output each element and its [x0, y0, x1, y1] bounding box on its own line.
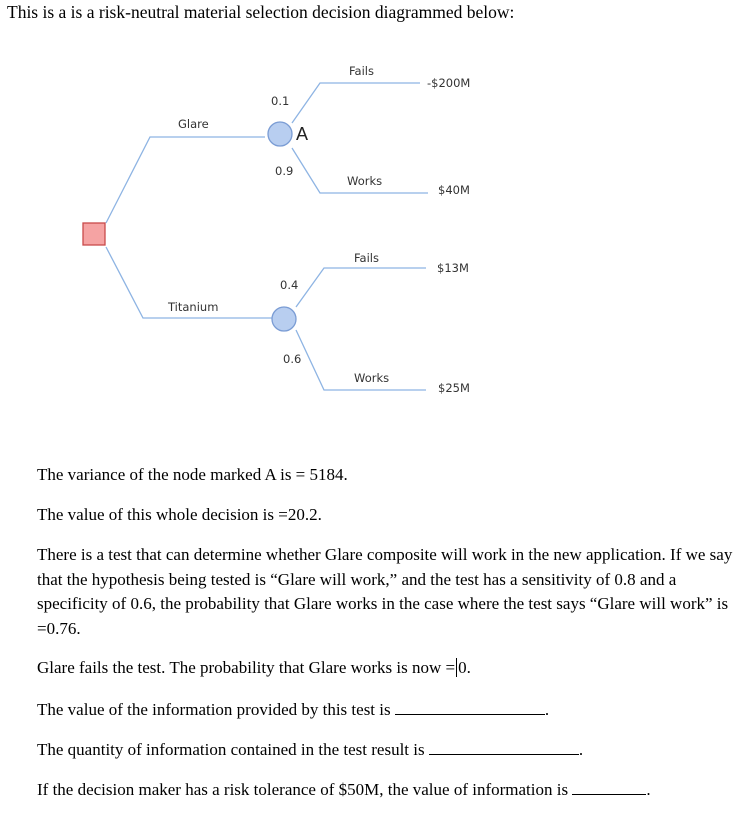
chance-node-titanium[interactable]: [272, 307, 296, 331]
chance-node-a[interactable]: [268, 122, 292, 146]
quantity-info-question: The quantity of information contained in the test result is: [37, 740, 425, 759]
glare-fails-value: -$200M: [427, 76, 471, 90]
decision-value-text: The value of this whole decision is =20.2.: [37, 505, 322, 524]
titanium-works-value: $25M: [438, 381, 470, 395]
value-info-question: The value of the information provided by this test is: [37, 700, 391, 719]
glare-fail-probability: 0.1: [271, 94, 290, 108]
decision-node[interactable]: [83, 223, 105, 245]
titanium-fail-probability: 0.4: [280, 278, 299, 292]
variance-text: The variance of the node marked A is = 5184.: [37, 465, 348, 484]
quantity-info-period: .: [578, 740, 584, 759]
titanium-works-probability: 0.6: [283, 352, 302, 366]
test-paragraph: There is a test that can determine whether Glare composite will work in the new application. If we say that the hypothesis being tested is “Glare will work,” and the test has a sensitivity of 0.8 and a specificity of 0.6, the probability that Glare works in the case where the test says “Glare will work” is =0.76.: [37, 545, 733, 638]
intro-text: This is a is a risk-neutral material selection decision diagrammed below:: [7, 2, 515, 22]
glare-works-value: $40M: [438, 183, 470, 197]
text-cursor: [456, 658, 457, 677]
risk-tolerance-period: .: [646, 780, 651, 799]
value-info-period: .: [544, 700, 550, 719]
titanium-label: Titanium: [168, 300, 219, 314]
quantity-info-line: [37, 738, 583, 763]
glare-fails-line: [37, 656, 471, 681]
value-info-blank[interactable]: [395, 699, 545, 715]
titanium-fails-label: Fails: [354, 251, 379, 265]
titanium-works-label: Works: [354, 371, 390, 385]
glare-fails-label: Fails: [349, 64, 374, 78]
titanium-fails-line: [296, 268, 426, 307]
titanium-fails-value: $13M: [437, 261, 469, 275]
risk-tolerance-question: If the decision maker has a risk tolerance of $50M, the value of information is: [37, 780, 569, 799]
glare-fails-answer[interactable]: 0.: [458, 658, 471, 677]
risk-tolerance-line: [37, 778, 651, 803]
node-a-label: A: [296, 124, 309, 144]
risk-tolerance-blank[interactable]: [572, 779, 646, 795]
glare-works-label: Works: [347, 174, 383, 188]
glare-branch-line: [106, 137, 265, 223]
glare-works-probability: 0.9: [275, 164, 294, 178]
quantity-info-blank[interactable]: [429, 739, 579, 755]
value-info-line: [37, 698, 549, 723]
glare-fails-line: [292, 83, 420, 123]
glare-fails-prefix: Glare fails the test. The probability that Glare works is now =: [37, 658, 456, 677]
glare-label: Glare: [178, 117, 209, 131]
